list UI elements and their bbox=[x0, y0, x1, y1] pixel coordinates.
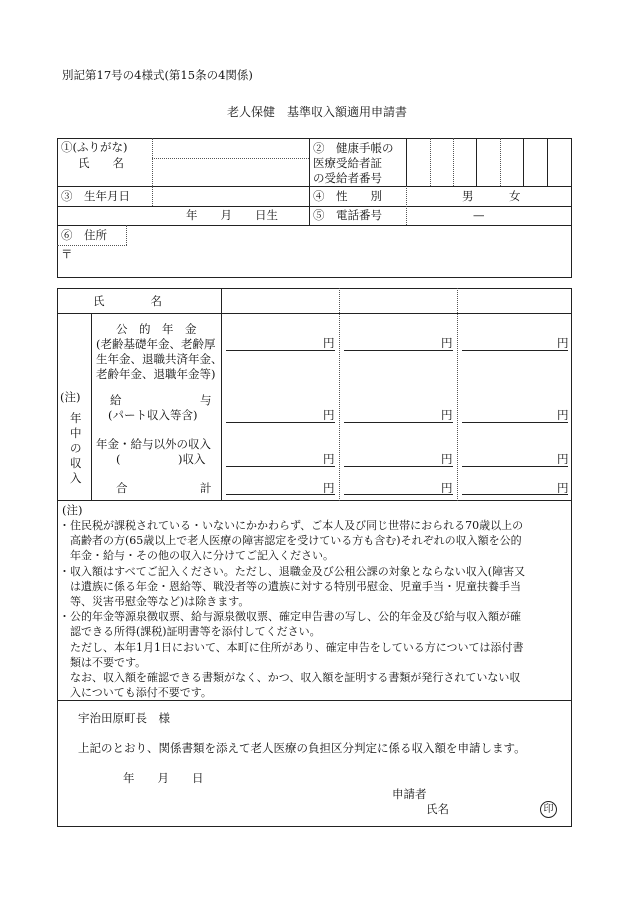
other-income-desc: ( bbox=[116, 452, 121, 466]
form-title: 老人保健 基準収入額適用申請書 bbox=[227, 105, 408, 119]
note-label: (注) bbox=[60, 390, 81, 404]
birth-units: 年 月 日生 bbox=[186, 208, 278, 222]
amount-field[interactable]: 円 bbox=[323, 408, 335, 422]
total-label: 合 bbox=[116, 481, 128, 495]
name-field[interactable] bbox=[153, 160, 308, 185]
annual-char: 年 bbox=[70, 411, 82, 425]
amount-field[interactable]: 円 bbox=[323, 452, 335, 466]
note-line: なお、収入額を確認できる書類がなく、かつ、収入額を証明する書類が発行されていない収 bbox=[59, 671, 521, 685]
seal-mark: 印 bbox=[540, 801, 557, 818]
total-label: 計 bbox=[200, 481, 212, 495]
amount-field[interactable]: 円 bbox=[557, 481, 569, 495]
cert-label-3: の受給者番号 bbox=[313, 171, 382, 185]
birth-label: ③ 生年月日 bbox=[61, 189, 130, 203]
pension-desc: 老齢年金、退職年金等) bbox=[96, 367, 216, 381]
note-line: 入についても添付不要です。 bbox=[59, 686, 212, 700]
amount-field[interactable]: 円 bbox=[441, 336, 453, 350]
amount-field[interactable]: 円 bbox=[557, 408, 569, 422]
phone-label: ⑤ 電話番号 bbox=[313, 208, 382, 222]
note-line: は遺族に係る年金・恩給等、戦没者等の遺族に対する特別弔慰金、児童手当・児童扶養手当 bbox=[59, 579, 521, 593]
salary-title: 給 bbox=[110, 393, 122, 407]
note-line: ・住民税が課税されている・いないにかかわらず、ご本人及び同じ世帯におられる70歳以上の bbox=[59, 519, 524, 532]
pension-desc: (老齢基礎年金、老齢厚 bbox=[96, 337, 216, 351]
application-date[interactable]: 年 月 日 bbox=[123, 771, 204, 785]
amount-field[interactable]: 円 bbox=[441, 408, 453, 422]
note-line: 年金・給与・その他の収入に分けてご記入ください。 bbox=[59, 549, 334, 563]
salary-desc: (パート収入等含) bbox=[108, 408, 198, 422]
addressee: 宇治田原町長 様 bbox=[78, 711, 170, 725]
sex-female-option[interactable]: 女 bbox=[509, 189, 521, 203]
applicant-label: 申請者 bbox=[392, 787, 427, 801]
note-line: ただし、本年1月1日において、本町に住所があり、確定申告をしている方については添付書 bbox=[59, 640, 524, 654]
annual-char: 中 bbox=[70, 426, 82, 440]
note-line: 認できる所得(課税)証明書等を添付してください。 bbox=[59, 625, 321, 639]
amount-field[interactable]: 円 bbox=[323, 481, 335, 495]
phone-dash: — bbox=[473, 208, 485, 222]
amount-field[interactable]: 円 bbox=[323, 336, 335, 350]
address-label: ⑥ 住所 bbox=[61, 228, 107, 242]
annual-char: 収 bbox=[70, 456, 82, 470]
note-line: ・収入額はすべてご記入ください。ただし、退職金及び公租公課の対象とならない収入(障害又 bbox=[59, 564, 526, 578]
note-line: 等、災害弔慰金等など)は除きます。 bbox=[59, 595, 250, 609]
postal-mark: 〒 bbox=[61, 247, 73, 261]
note-line: ・公的年金等源泉徴収票、給与源泉徴収票、確定申告書の写し、公的年金及び給与収入額が確 bbox=[59, 610, 521, 624]
salary-title: 与 bbox=[200, 393, 212, 407]
other-income-title: 年金・給与以外の収入 bbox=[96, 437, 211, 451]
sex-label: ④ 性 別 bbox=[313, 189, 382, 203]
address-field[interactable] bbox=[74, 247, 564, 273]
cert-label-1: ② 健康手帳の bbox=[313, 141, 394, 155]
applicant-name-field[interactable] bbox=[455, 802, 535, 817]
pension-desc: 生年金、退職共済年金、 bbox=[96, 352, 223, 366]
sex-male-option[interactable]: 男 bbox=[462, 189, 474, 203]
annual-char: の bbox=[70, 441, 82, 455]
notes-body bbox=[59, 518, 574, 700]
amount-field[interactable]: 円 bbox=[441, 452, 453, 466]
note-line: 類は不要です。 bbox=[59, 655, 147, 669]
cert-label-2: 医療受給者証 bbox=[313, 156, 382, 170]
amount-field[interactable]: 円 bbox=[441, 481, 453, 495]
furigana-label: ①(ふりがな) bbox=[61, 140, 128, 154]
notes-heading: (注) bbox=[62, 503, 83, 517]
pension-title: 公 的 年 金 bbox=[116, 322, 197, 336]
furigana-field[interactable] bbox=[153, 140, 308, 157]
annual-char: 入 bbox=[70, 471, 82, 485]
application-statement: 上記のとおり、関係書類を添えて老人医療の負担区分判定に係る収入額を申請します。 bbox=[78, 741, 526, 755]
amount-field[interactable]: 円 bbox=[557, 452, 569, 466]
other-income-desc: )収入 bbox=[178, 452, 206, 466]
amount-field[interactable]: 円 bbox=[557, 336, 569, 350]
form-id: 別記第17号の4様式(第15条の4関係) bbox=[62, 68, 253, 82]
applicant-name-label: 氏名 bbox=[426, 802, 449, 816]
name-label: 氏 名 bbox=[78, 156, 124, 170]
name-header: 氏 名 bbox=[93, 294, 162, 308]
note-line: 高齢者の方(65歳以上で老人医療の障害認定を受けている方も含む)それぞれの収入額を公的 bbox=[59, 534, 522, 548]
